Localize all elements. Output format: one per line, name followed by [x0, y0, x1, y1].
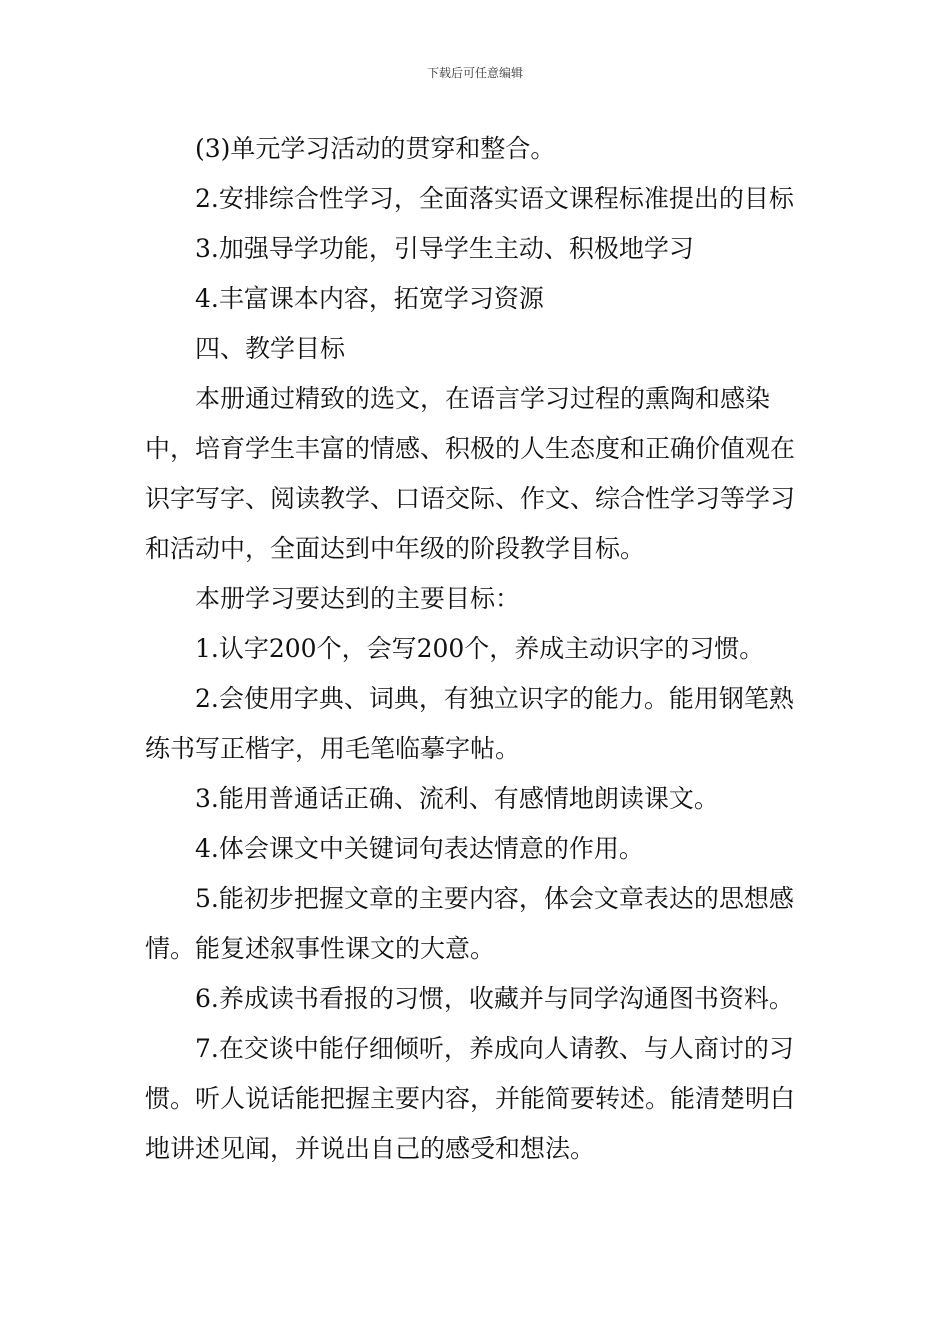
goal-item-7: 7.在交谈中能仔细倾听，养成向人请教、与人商讨的习惯。听人说话能把握主要内容，并能简要转述。能清楚明白地讲述见闻，并说出自己的感受和想法。	[145, 1034, 796, 1163]
goal-item-5: 5.能初步把握文章的主要内容，体会文章表达的思想感情。能复述叙事性课文的大意。	[145, 884, 794, 963]
document-body	[145, 124, 815, 1174]
paragraph-overview: 本册通过精致的选文，在语言学习过程的熏陶和感染中，培育学生丰富的情感、积极的人生态度和正确价值观在识字写字、阅读教学、口语交际、作文、综合性学习等学习和活动中，全面达到中年级的阶段教学目标。	[145, 384, 796, 563]
paragraph-unit-activities: (3)单元学习活动的贯穿和整合。	[195, 134, 556, 163]
paragraph-main-goals-intro: 本册学习要达到的主要目标：	[195, 584, 521, 613]
goal-item-4: 4.体会课文中关键词句表达情意的作用。	[195, 834, 644, 863]
page-header-note: 下载后可任意编辑	[426, 66, 523, 80]
goal-item-3: 3.能用普通话正确、流利、有感情地朗读课文。	[195, 784, 719, 813]
paragraph-guided-learning: 3.加强导学功能，引导学生主动、积极地学习	[195, 234, 694, 263]
goal-item-2: 2.会使用字典、词典，有独立识字的能力。能用钢笔熟练书写正楷字，用毛笔临摹字帖。	[145, 684, 794, 763]
goal-item-1: 1.认字200个，会写200个，养成主动识字的习惯。	[195, 634, 765, 663]
section-heading-teaching-goals: 四、教学目标	[195, 334, 346, 363]
paragraph-comprehensive-learning: 2.安排综合性学习，全面落实语文课程标准提出的目标	[195, 184, 794, 213]
paragraph-enrich-content: 4.丰富课本内容，拓宽学习资源	[195, 284, 544, 313]
goal-item-6: 6.养成读书看报的习惯，收藏并与同学沟通图书资料。	[195, 984, 794, 1013]
